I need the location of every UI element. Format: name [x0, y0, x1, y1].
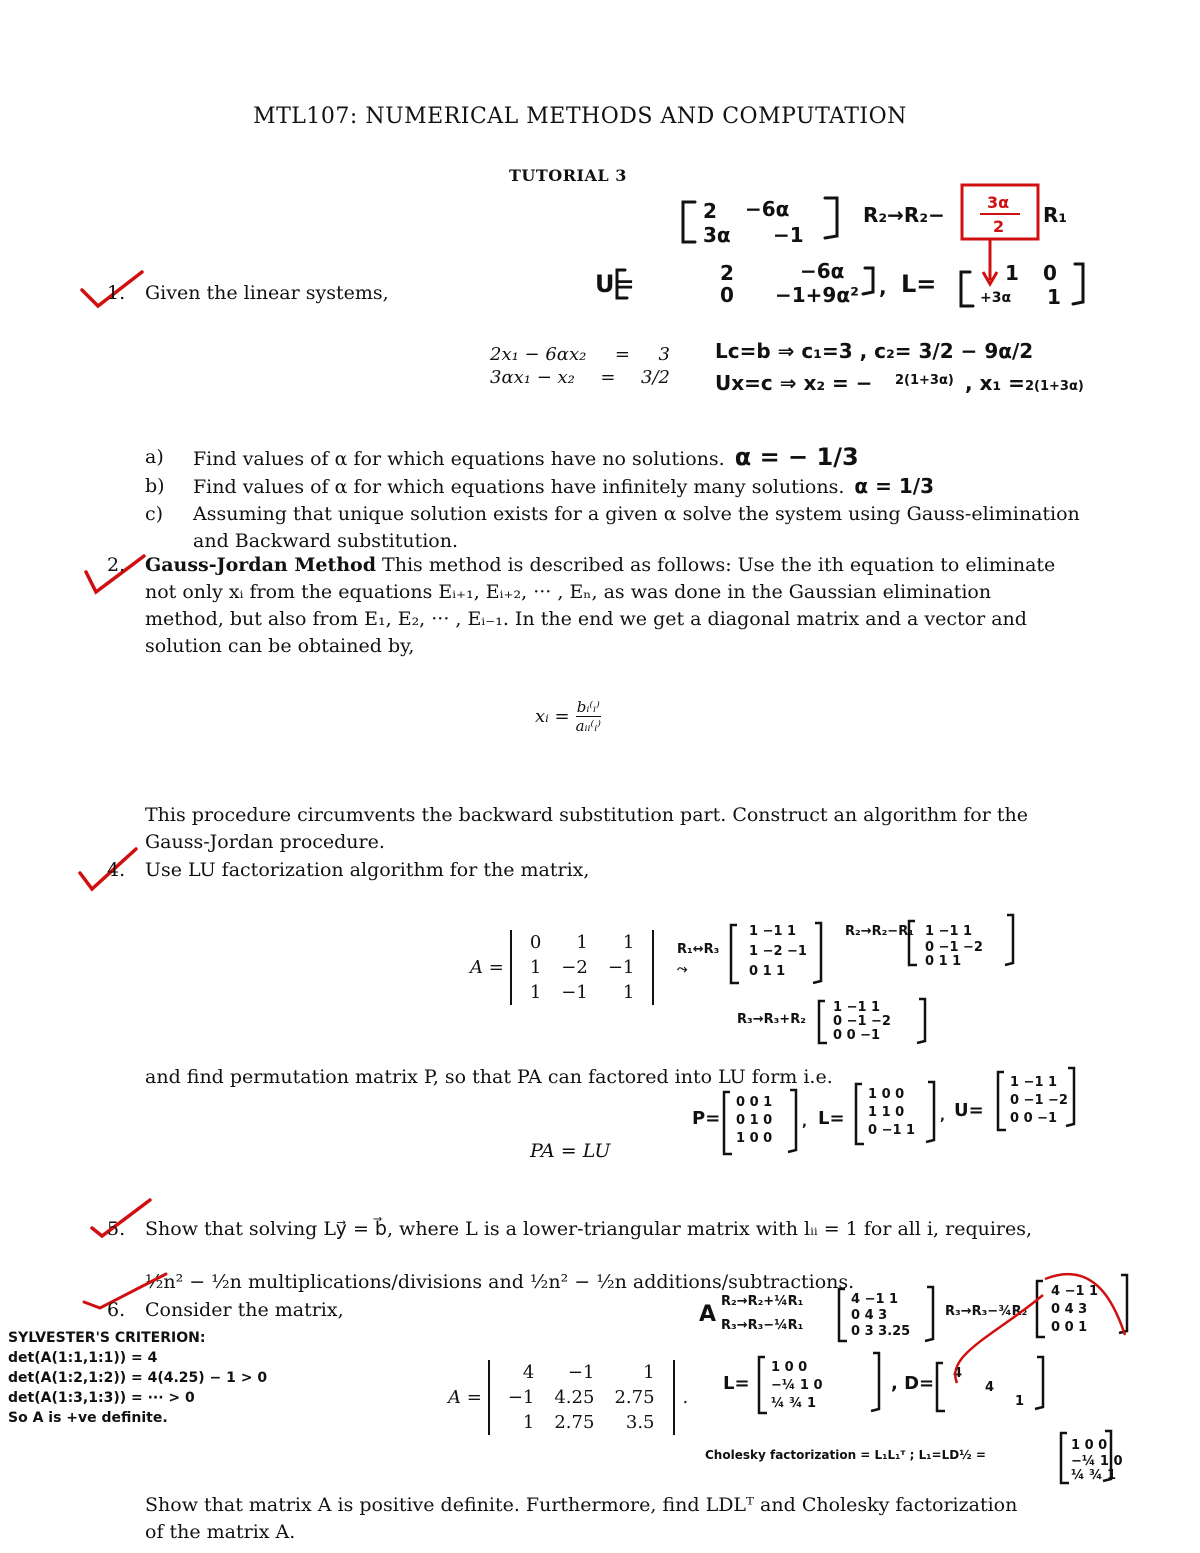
svg-text:0 −1 1: 0 −1 1: [868, 1123, 916, 1138]
q4-intro: Use LU factorization algorithm for the matrix,: [145, 859, 590, 881]
svg-text:R₃→R₃−¼R₁: R₃→R₃−¼R₁: [721, 1318, 804, 1333]
q1-number: 1.: [107, 282, 126, 304]
svg-text:1: 1: [1015, 1394, 1025, 1409]
q1-part-c-text: Assuming that unique solution exists for a given α solve the system using Gauss-elimination: [193, 503, 1080, 525]
svg-text:0 −1 −2: 0 −1 −2: [833, 1014, 891, 1029]
q4-matrix: [510, 930, 655, 1005]
svg-text:1 0 0: 1 0 0: [1071, 1438, 1108, 1453]
q2-line-4: solution can be obtained by,: [145, 635, 415, 657]
matrix-cell: 1: [622, 932, 635, 953]
svg-text:Lc=b ⇒ c₁=3 , c₂= 3/2 − 9α/2: Lc=b ⇒ c₁=3 , c₂= 3/2 − 9α/2: [715, 339, 1034, 363]
q2-after: [145, 802, 1090, 856]
matrix-cell: 1: [529, 982, 542, 1003]
svg-text:1 −1 1: 1 −1 1: [833, 1000, 881, 1015]
svg-text:0: 0: [1043, 261, 1057, 285]
q5-number: 5.: [107, 1218, 126, 1240]
svg-text:1 −1 1: 1 −1 1: [1010, 1075, 1058, 1090]
q6-note-2: det(A(1:1,1:1)) = 4: [8, 1350, 158, 1366]
q1-intro: Given the linear systems,: [145, 282, 389, 304]
q1-part-c-cont: [193, 528, 1093, 555]
q6-note-3: det(A(1:2,1:2)) = 4(4.25) − 1 > 0: [8, 1370, 268, 1386]
svg-text:2: 2: [703, 199, 717, 223]
q6-note-1: SYLVESTER'S CRITERION:: [8, 1330, 206, 1346]
svg-text:4: 4: [953, 1366, 963, 1381]
q1-part-b-label: b): [145, 475, 165, 497]
svg-text:1 0 0: 1 0 0: [736, 1131, 773, 1146]
svg-text:−1: −1: [773, 223, 804, 247]
document-subtitle: TUTORIAL 3: [509, 166, 627, 185]
svg-text:L=: L=: [901, 270, 937, 298]
svg-text:1: 1: [1005, 261, 1019, 285]
q6-note-5: So A is +ve definite.: [8, 1410, 168, 1426]
svg-text:⤳: ⤳: [677, 962, 688, 977]
svg-text:0 3 3.25: 0 3 3.25: [851, 1324, 911, 1339]
svg-text:0 1 1: 0 1 1: [925, 954, 962, 969]
svg-text:¼ ¾ 1: ¼ ¾ 1: [1071, 1468, 1117, 1483]
matrix-cell: 0: [529, 932, 542, 953]
q1-part-b: [145, 473, 1093, 501]
svg-text:0 0 −1: 0 0 −1: [833, 1028, 881, 1043]
q6-line-1: Show that matrix A is positive definite. Furthermore, find LDLᵀ and Cholesky factorization: [145, 1494, 1018, 1516]
svg-text:R₂→R₂−R₁: R₂→R₂−R₁: [845, 924, 914, 939]
q2-after-line-2: Gauss-Jordan procedure.: [145, 831, 385, 853]
svg-text:R₁↔R₃: R₁↔R₃: [677, 942, 720, 957]
svg-text:,: ,: [940, 1109, 945, 1124]
q4-block: [107, 857, 590, 884]
q1-part-b-text: Find values of α for which equations have infinitely many solutions.: [193, 476, 845, 498]
svg-text:,: ,: [802, 1115, 807, 1130]
svg-text:2: 2: [993, 217, 1005, 236]
document-title: MTL107: NUMERICAL METHODS AND COMPUTATION: [253, 104, 907, 129]
svg-text:+3α: +3α: [980, 290, 1012, 306]
q2-formula: [535, 698, 601, 735]
svg-text:−1+9α²: −1+9α²: [775, 283, 859, 307]
svg-text:0: 0: [720, 283, 734, 307]
svg-text:4: 4: [985, 1380, 995, 1395]
q1-part-a-annotation: α = − 1/3: [734, 443, 859, 471]
q2-line-3: method, but also from E₁, E₂, ··· , Eᵢ₋₁. In the end we get a diagonal matrix and a vector and: [145, 608, 1027, 630]
q4-handwritten-work: [675, 905, 1025, 1050]
q6-matrix-eq: [448, 1360, 688, 1435]
svg-text:1 −1 1: 1 −1 1: [749, 924, 797, 939]
matrix-cell: 4.25: [554, 1387, 595, 1408]
svg-text:−6α: −6α: [745, 197, 790, 221]
q4-number: 4.: [107, 859, 126, 881]
q1-part-b-annotation: α = 1/3: [854, 474, 934, 498]
matrix-cell: 1: [529, 957, 542, 978]
svg-text:P=: P=: [692, 1108, 721, 1129]
q1-part-c-label: c): [145, 503, 164, 525]
svg-text:, D=: , D=: [891, 1373, 935, 1394]
q1-part-a: [145, 443, 1093, 473]
q2-formula-lhs: xᵢ =: [535, 706, 570, 727]
matrix-cell: −2: [561, 957, 588, 978]
q2-number: 2.: [107, 554, 126, 576]
q1-handwritten-work: [595, 180, 1115, 405]
svg-text:1 1 0: 1 1 0: [868, 1105, 905, 1120]
matrix-cell: 1: [622, 982, 635, 1003]
svg-text:0 −1 −2: 0 −1 −2: [925, 940, 983, 955]
q6-line-2: of the matrix A.: [145, 1521, 296, 1543]
svg-text:1 0 0: 1 0 0: [771, 1360, 808, 1375]
q6-handwritten-work: [695, 1265, 1195, 1490]
q4-matrix-eq: [470, 930, 654, 1005]
svg-text:3α: 3α: [703, 223, 731, 247]
svg-text:2(1+3α): 2(1+3α): [895, 373, 954, 388]
q6-number: 6.: [107, 1299, 126, 1321]
matrix-cell: −1: [607, 957, 635, 978]
q6-matrix-lhs: A =: [448, 1387, 482, 1408]
q2-formula-numerator: bᵢ⁽ᵢ⁾: [576, 698, 600, 716]
q2-line-1: This method is described as follows: Use the ith equation to eliminate: [382, 554, 1056, 576]
q5-line-2: ½n² − ½n multiplications/divisions and ½n² − ½n additions/subtractions.: [145, 1271, 855, 1293]
svg-text:R₃→R₃−¾R₂: R₃→R₃−¾R₂: [945, 1304, 1028, 1319]
q1-part-c-text-2: and Backward substitution.: [193, 530, 458, 552]
matrix-cell: −1: [567, 1362, 595, 1383]
svg-text:Ux=c ⇒ x₂ = −: Ux=c ⇒ x₂ = −: [715, 371, 873, 395]
svg-text:2(1+3α): 2(1+3α): [1025, 379, 1084, 394]
q6-matrix: [488, 1360, 675, 1435]
svg-text:R₂→R₂−: R₂→R₂−: [863, 203, 945, 227]
matrix-cell: 4: [522, 1362, 535, 1383]
q5-line-1: Show that solving Ly⃗ = b⃗, where L is a lower-triangular matrix with lᵢᵢ = 1 for all i, requires,: [145, 1218, 1033, 1240]
matrix-cell: −1: [561, 982, 588, 1003]
svg-text:0 −1 −2: 0 −1 −2: [1010, 1093, 1068, 1108]
svg-text:L=: L=: [818, 1108, 845, 1129]
svg-text:Cholesky factorization = L₁L₁ᵀ: Cholesky factorization = L₁L₁ᵀ ; L₁=LD½ =: [705, 1448, 986, 1462]
svg-text:2: 2: [720, 261, 734, 285]
matrix-cell: 1: [522, 1412, 535, 1433]
svg-text:0 4 3: 0 4 3: [1051, 1302, 1088, 1317]
matrix-cell: 3.5: [625, 1412, 655, 1433]
svg-text:U=: U=: [595, 270, 635, 298]
svg-text:−6α: −6α: [800, 259, 845, 283]
q1-eq2-lhs: 3αx₁ − x₂: [490, 367, 575, 388]
svg-text:3α: 3α: [987, 193, 1010, 212]
q1-eq1-rhs: 3: [658, 344, 670, 365]
q4-matrix-lhs: A =: [470, 957, 504, 978]
svg-text:1: 1: [1047, 285, 1061, 309]
q1-system: 2x₁ − 6αx₂ = 3 3αx₁ − x₂ = 3/2: [490, 344, 670, 388]
q1-parts: [145, 443, 1093, 555]
svg-text:0 1 1: 0 1 1: [749, 964, 786, 979]
svg-text:1 −1 1: 1 −1 1: [925, 924, 973, 939]
q4-result-work: [670, 1062, 1090, 1162]
svg-text:0 4 3: 0 4 3: [851, 1308, 888, 1323]
q2-line-2: not only xᵢ from the equations Eᵢ₊₁, Eᵢ₊₂, ··· , Eₙ, as was done in the Gaussian elimination: [145, 581, 992, 603]
q6-block: [107, 1297, 344, 1324]
q1-block: [107, 280, 389, 307]
q2-heading: Gauss-Jordan Method: [145, 554, 376, 576]
svg-text:R₃→R₃+R₂: R₃→R₃+R₂: [737, 1012, 806, 1027]
svg-text:¼ ¾ 1: ¼ ¾ 1: [771, 1396, 817, 1411]
q2-formula-denominator: aᵢᵢ⁽ᵢ⁾: [575, 717, 601, 735]
svg-text:0 0 1: 0 0 1: [736, 1095, 773, 1110]
q4-formula: PA = LU: [530, 1140, 611, 1162]
svg-text:, x₁ =: , x₁ =: [965, 371, 1025, 395]
q6-note-4: det(A(1:3,1:3)) = ··· > 0: [8, 1390, 195, 1406]
q6-after: [145, 1492, 1105, 1546]
q1-part-c: [145, 501, 1093, 528]
svg-text:U=: U=: [954, 1100, 984, 1121]
q1-part-a-text: Find values of α for which equations have no solutions.: [193, 448, 725, 470]
q1-eq1-lhs: 2x₁ − 6αx₂: [490, 344, 587, 365]
svg-text:1 −2 −1: 1 −2 −1: [749, 944, 807, 959]
svg-text:R₂→R₂+¼R₁: R₂→R₂+¼R₁: [721, 1294, 804, 1309]
q2-after-line-1: This procedure circumvents the backward substitution part. Construct an algorithm for the: [145, 804, 1028, 826]
q6-sylvester-notes: [8, 1328, 288, 1428]
matrix-cell: 1: [576, 932, 588, 953]
matrix-cell: 2.75: [554, 1412, 595, 1433]
svg-text:−¼ 1 0: −¼ 1 0: [771, 1378, 823, 1393]
svg-text:0 0 1: 0 0 1: [1051, 1320, 1088, 1335]
matrix-cell: −1: [507, 1387, 535, 1408]
svg-text:L=: L=: [723, 1373, 750, 1394]
q6-intro: Consider the matrix,: [145, 1299, 344, 1321]
svg-text:,: ,: [879, 275, 887, 299]
q1-part-a-label: a): [145, 446, 164, 468]
svg-text:0 0 −1: 0 0 −1: [1010, 1111, 1058, 1126]
svg-text:4 −1 1: 4 −1 1: [851, 1292, 899, 1307]
svg-text:R₁: R₁: [1043, 203, 1068, 227]
q2-block: [107, 552, 1090, 660]
svg-text:1 0 0: 1 0 0: [868, 1087, 905, 1102]
svg-text:0 1 0: 0 1 0: [736, 1113, 773, 1128]
q4-after: and find permutation matrix P, so that PA can factored into LU form i.e.: [145, 1066, 833, 1088]
svg-text:A: A: [699, 1302, 717, 1327]
matrix-cell: 2.75: [614, 1387, 655, 1408]
q6-matrix-trailing-period: .: [682, 1387, 689, 1408]
svg-text:4 −1 1: 4 −1 1: [1051, 1284, 1099, 1299]
matrix-cell: 1: [643, 1362, 655, 1383]
svg-text:−¼ 1 0: −¼ 1 0: [1071, 1454, 1123, 1469]
q1-eq2-rhs: 3/2: [641, 367, 670, 388]
